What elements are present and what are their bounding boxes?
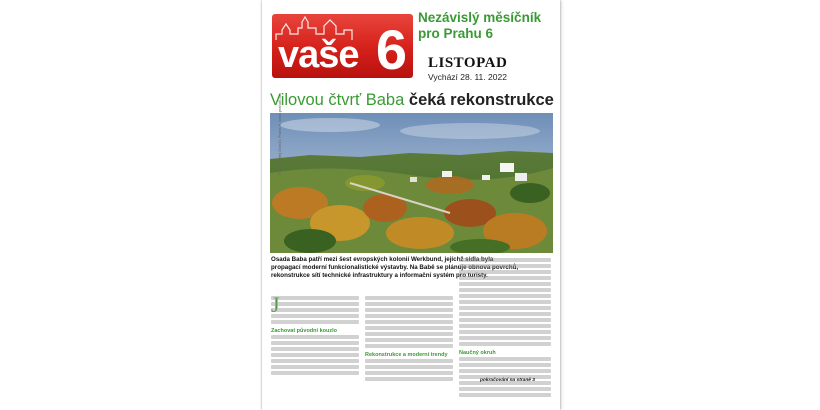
logo-text: vaše: [278, 34, 359, 76]
subhead-1: Zachovat původní kouzlo: [271, 328, 338, 334]
dropcap: J: [271, 292, 280, 317]
continue-note: pokračování na straně 3: [480, 378, 535, 383]
issue-month: LISTOPAD: [428, 55, 508, 71]
tagline-line2: pro Prahu 6: [418, 26, 494, 41]
aerial-photo: [270, 113, 553, 253]
text-lines: [271, 335, 359, 375]
headline-part2: čeká rekonstrukce: [408, 91, 554, 109]
logo-number: 6: [375, 18, 407, 81]
text-lines: [271, 292, 359, 324]
page-headline: [270, 90, 556, 110]
subhead-3: Naučný okruh: [459, 350, 496, 356]
body-column-2: [365, 296, 453, 383]
text-lines: [459, 258, 551, 346]
text-lines: [365, 296, 453, 348]
photo-credit: Foto: Ondřej Doleží, Praha 6, www.praha6.cz: [277, 94, 282, 175]
body-column-1: [271, 292, 359, 377]
issue-date: Vychází 28. 11. 2022: [428, 72, 507, 82]
tagline-line1: Nezávislý měsíčník: [418, 10, 542, 25]
tagline: [418, 10, 558, 42]
text-lines: [365, 359, 453, 381]
subhead-2: Rekonstrukce a moderní trendy: [365, 352, 448, 358]
newspaper-page: [262, 0, 560, 410]
lead-paragraph: Osada Baba patří mezi šest evropských kolonií Werkbund, jejíchž sídla byla propagací moderní funkcionalistické výstavby. Na Babě se plánuje obnova povrchů, rekonstrukce sítí technické infrastruktury a informační systém pro turisty.: [271, 256, 519, 280]
masthead-logo: [272, 14, 413, 81]
text-lines: [459, 357, 551, 397]
headline-part1: Vilovou čtvrť Baba: [270, 91, 405, 109]
